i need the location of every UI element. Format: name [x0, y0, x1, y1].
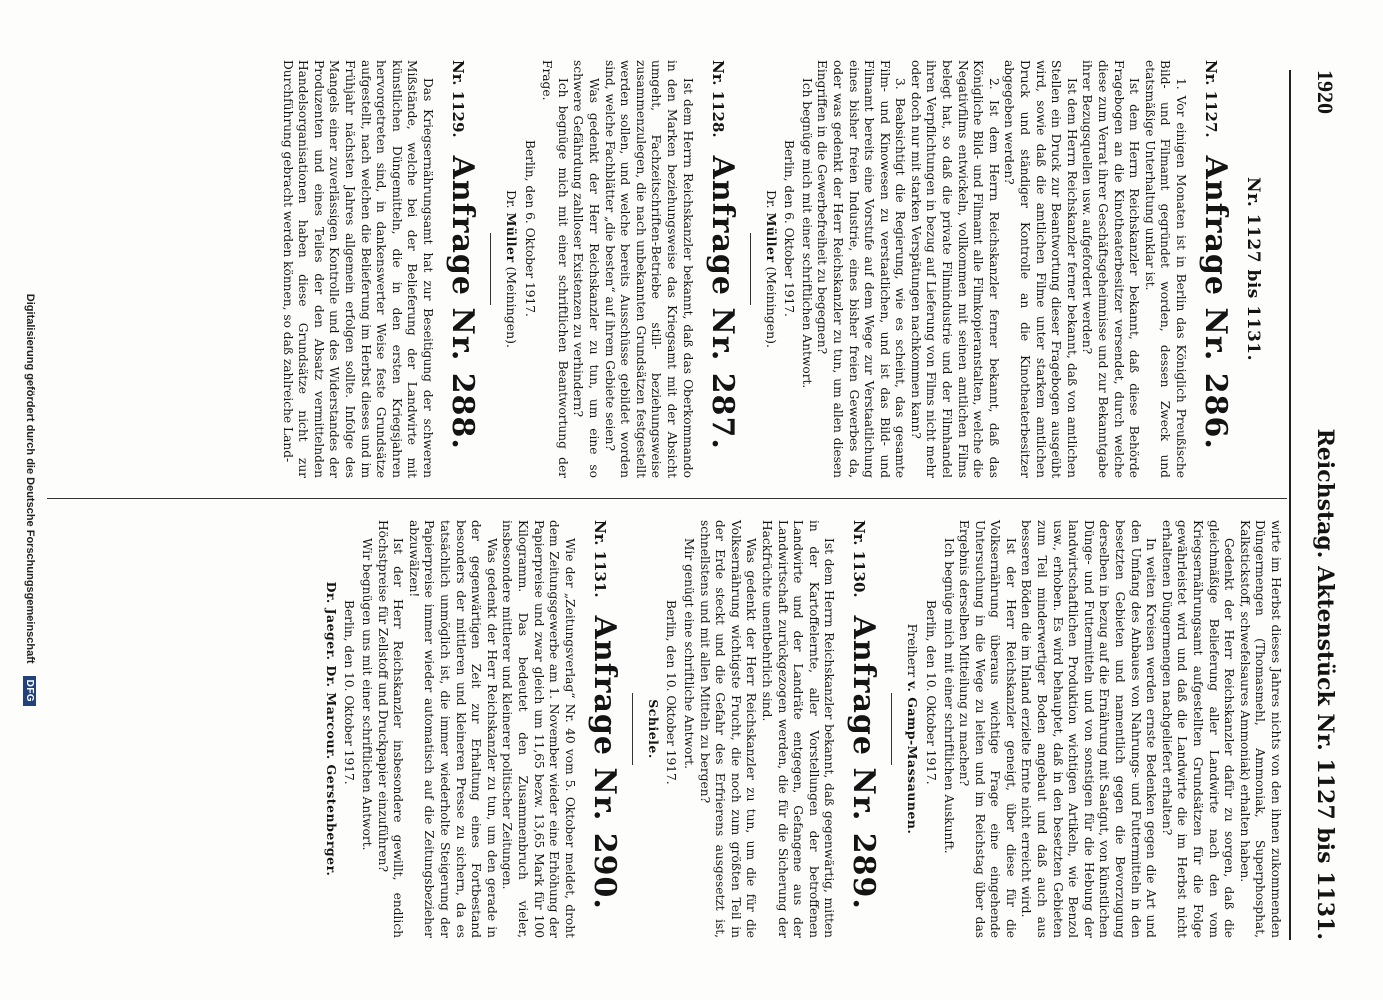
signature-names: Dr. Jaeger. Dr. Marcour. Gerstenberger. — [323, 581, 339, 877]
paragraph: Was gedenkt der Herr Reichskanzler zu tun, um eine so schwere Gefährdung zahlloser Existenzen zu verhindern? — [571, 60, 601, 478]
paragraph: wirte im Herbst dieses Jahres nichts von den ihnen zukommenden Düngermengen (Thomasmehl, Ammoniak, Superphosphat, Kalkstickstoff, schwefelsaures Ammoniak) erhalten haben. — [1237, 520, 1283, 938]
date-line: Berlin, den 6. Oktober 1917. — [522, 140, 537, 317]
document-number: Nr. 1127. — [1202, 60, 1220, 138]
signature — [503, 60, 519, 478]
paragraph: Gedenkt der Herr Reichskanzler dafür zu sorgen, daß die gleichmäßige Belieferung aller Landwirte nach den vom Kriegsernährungsamt aufgestellten Grundsätzen für die Folge gewährleistet wird und daß die Landwirte die im Herbst nicht erhaltenen Düngermengen nachgeliefert erhalten? — [1159, 520, 1237, 938]
column-divider — [47, 498, 1287, 499]
page-number: 1920 — [1313, 70, 1338, 114]
signature-prefix: Freiherr — [905, 623, 921, 678]
paragraph: Ist dem Herrn Reichskanzler bekannt, daß diese Behörde Fragebogen an die Kinotheaterbesitzer versendet, durch welche diese zum Verrat ihrer Geschäftsgeheimnisse und zur Bekanntgabe ihrer Bezugsquellen usw. aufgefordert werden? — [1080, 60, 1142, 478]
paragraph: Ich begnüge mich mit einer schriftlichen Auskunft. — [941, 538, 956, 854]
anfrage-heading: Anfrage Nr. 289. — [846, 615, 882, 910]
document-number: Nr. 1129. — [449, 60, 468, 138]
anfrage-heading: Anfrage Nr. 290. — [586, 615, 622, 910]
section-separator — [750, 233, 751, 305]
paragraph: Ist dem Herrn Reichskanzler bekannt, daß das Oberkommando in den Marken beziehungsweise das Kriegsamt mit der Absicht umgeht, Fachzeitschriften-Betriebe still- beziehungsweise zusammenzulegen, die nach unbekannten Grundsätzen festgestellt werden sollen, und welche bereits Ausschüsse gebildet worden sind, welche Fachblätter „die besten“ auf ihrem Gebiete seien? — [602, 60, 695, 478]
document-number: Nr. 1131. — [590, 520, 609, 598]
left-column — [279, 60, 1283, 478]
paragraph: Was gedenkt der Herr Reichskanzler zu tun, um den gerade in der gegenwärtigen Zeit zur Erhaltung eines Fortbestand besonders der mittleren und kleineren Presse zu sichern, da es tatsächlich unmöglich ist, die immer wiederholte Steigerung der Papierpreise immer wieder automatisch auf die Zeitungsbezieher abzuwälzen! — [406, 520, 499, 938]
paragraph: Ist dem Herrn Reichskanzler bekannt, daß gegenwärtig, mitten in der Kartoffelernte, aller Vorstellungen der betroffenen Landwirte und der Landräte entgegen, Gefangene aus der Landwirtschaft zurückgezogen werden, die für die Sicherung der Hackfrüchte unentbehrlich sind. — [759, 520, 837, 938]
header-rule — [1289, 70, 1291, 940]
signature — [645, 520, 661, 938]
dfg-logo-icon: DFG — [24, 676, 37, 707]
signature-name: Müller — [763, 212, 779, 263]
section-heading-1131 — [587, 520, 622, 938]
section-heading-1128 — [705, 60, 740, 478]
paragraph: In weiten Kreisen werden ernste Bedenken gegen die Art und den Umfang des Anbaues von Nahrungs- und Futtermitteln in den besetzten Gebieten und namentlich gegen die Bevorzugung derselben in bezug auf die Ernährung mit Saatgut, von künstlichen Dünge- und Futtermitteln und von sonstigen für die Hebung der landwirtschaftlichen Produktion wichtigen Artikeln, wie Benzol usw., erhoben. Es wird behauptet, daß in den besetzten Gebieten zum Teil minderwertiger Boden angebaut und daß auch aus besseren Böden die im Inland erzielte Ernte nicht erreicht wird. — [1019, 520, 1159, 938]
signature-prefix: Dr. — [504, 189, 520, 209]
document-number: Nr. 1130. — [850, 520, 869, 598]
document-number: Nr. 1128. — [708, 60, 727, 138]
anfrage-heading: Anfrage Nr. 288. — [445, 155, 481, 450]
paragraph: 1. Vor einigen Monaten ist in Berlin das Königlich Preußische Bild- und Filmamt gegründet worden, dessen Zweck und etatsmäßige Unterhaltung unklar ist. — [1142, 60, 1188, 478]
paragraph: Ist der Herr Reichskanzler geneigt, über diese für die Volksernährung überaus wichtige Frage eine eingehende Untersuchung in die Wege zu leiten und im Reichstag über das Ergebnis derselben Mitteilung zu machen? — [957, 520, 1018, 938]
section-heading-1130 — [846, 520, 881, 938]
signature-name: Müller — [504, 212, 520, 263]
signature — [323, 520, 339, 938]
right-column — [319, 520, 1283, 938]
paragraph: Das Kriegsernährungsamt hat zur Beseitigung der schweren Mißstände, welche bei der Belieferung der Landwirte mit künstlichen Düngemitteln, die in den ersten Kriegsjahren hervorgetreten sind, in dankenswerter Weise feste Grundsätze aufgestellt, nach welchen die Belieferung im Herbst dieses und im Frühjahr nächsten Jahres allgemein erfolgen sollte. Infolge des Mangels einer zuverlässigen Kontrolle und des Widerstandes der Produzenten und eines Teiles der den Absatz vermittelnden Handelsorganisationen haben diese Grundsätze nicht zur Durchführung gebracht werden können, so daß zahlreiche Land- — [280, 60, 436, 478]
column-lead: Nr. 1127 bis 1131. — [1243, 176, 1263, 362]
paragraph: Ist der Herr Reichskanzler insbesondere gewillt, endlich Höchstpreise für Zellstoff und Druckpapier einzuführen? — [375, 520, 406, 938]
digitization-credit — [21, 0, 39, 1000]
paragraph: Mir genügt eine schriftliche Antwort. — [682, 538, 696, 769]
signature-name: Schiele. — [645, 699, 661, 759]
section-separator — [632, 693, 633, 765]
date-line: Berlin, den 6. Oktober 1917. — [782, 140, 797, 317]
section-heading-1129 — [445, 60, 480, 478]
date-line: Berlin, den 10. Oktober 1917. — [923, 600, 938, 785]
section-separator — [490, 233, 491, 305]
section-separator — [891, 693, 892, 765]
paragraph: Ist dem Herrn Reichskanzler ferner bekannt, daß von amtlichen Stellen ein Druck zur Beantwortung dieser Fragebogen ausgeübt wird, sowie daß die amtlichen Filme unter starkem amtlichen Druck und ständiger Kontrolle an die Kinotheaterbesitzer abgegeben werden? — [1002, 60, 1079, 478]
paragraph: Ich begnüge mich mit einer schriftlichen Antwort. — [799, 78, 814, 389]
signature-suffix: (Meiningen). — [504, 266, 520, 349]
date-line: Berlin, den 10. Oktober 1917. — [664, 600, 679, 785]
paragraph: Was gedenkt der Herr Reichskanzler zu tun, um die für die Volksernährung wichtigste Frucht, die noch zum größten Teil in der Erde steckt und die Gefahr des Erfrierens ausgesetzt ist, schnellstens und mit allen Mitteln zu bergen? — [697, 520, 759, 938]
signature-suffix: (Meiningen). — [763, 266, 779, 349]
signature-name: v. Gamp-Massaunen. — [905, 681, 921, 835]
paragraph: Wie der „Zeitungsverlag“ Nr. 40 vom 5. Oktober meldet, droht dem Zeitungsgewerbe am 1. November wieder eine Erhöhung der Papierpreise und zwar gleich um 11,65 bezw. 13,65 Mark für 100 Kilogramm. Das bedeutet den Zusammenbruch vieler, insbesondere mittlerer und kleinerer politischer Zeitungen. — [500, 520, 577, 938]
running-title: Reichstag. Aktenstück Nr. 1127 bis 1131. — [1312, 428, 1338, 940]
paragraph: Wir begnügen uns mit einer schriftlichen Antwort. — [360, 538, 375, 851]
paragraph: Ich begnüge mich mit einer schriftlichen Beantwortung der Frage. — [540, 60, 570, 478]
section-heading-1127 — [1198, 60, 1233, 478]
credit-text: Digitalisierung gefördert durch die Deutsche Forschungsgemeinschaft — [24, 293, 36, 664]
page-header — [1298, 70, 1338, 940]
signature — [763, 60, 779, 478]
paragraph: 3. Beabsichtigt die Regierung, wie es scheint, das gesamte Film- und Kinowesen zu verstaatlichen, und ist das Bild- und Filmamt bereits eine Vorstufe auf dem Wege zur Verstaatlichung eines bisher freien Industrie, eines bisher freien Gewerbes da, oder was gedenkt der Herr Reichskanzler zu tun, um allen diesen Eingriffen in die Gewerbefreiheit zu begegnen? — [815, 60, 908, 478]
anfrage-heading: Anfrage Nr. 287. — [704, 155, 740, 450]
signature-prefix: Dr. — [763, 189, 779, 209]
paragraph: 2. Ist dem Herrn Reichskanzler ferner bekannt, daß das Königliche Bild- und Filmamt alle Filmkopieranstalten, welche die Negativfilms entwickeln, vollkommen mit seinen amtlichen Films belegt hat, so daß die private Filmindustrie und der Filmhandel ihren Verpflichtungen in bezug auf Lieferung von Films nicht mehr oder doch nur mit starken Verspätungen nachkommen kann? — [908, 60, 1001, 478]
signature — [904, 520, 920, 938]
anfrage-heading: Anfrage Nr. 286. — [1198, 155, 1233, 450]
date-line: Berlin, den 10. Oktober 1917. — [342, 600, 357, 785]
